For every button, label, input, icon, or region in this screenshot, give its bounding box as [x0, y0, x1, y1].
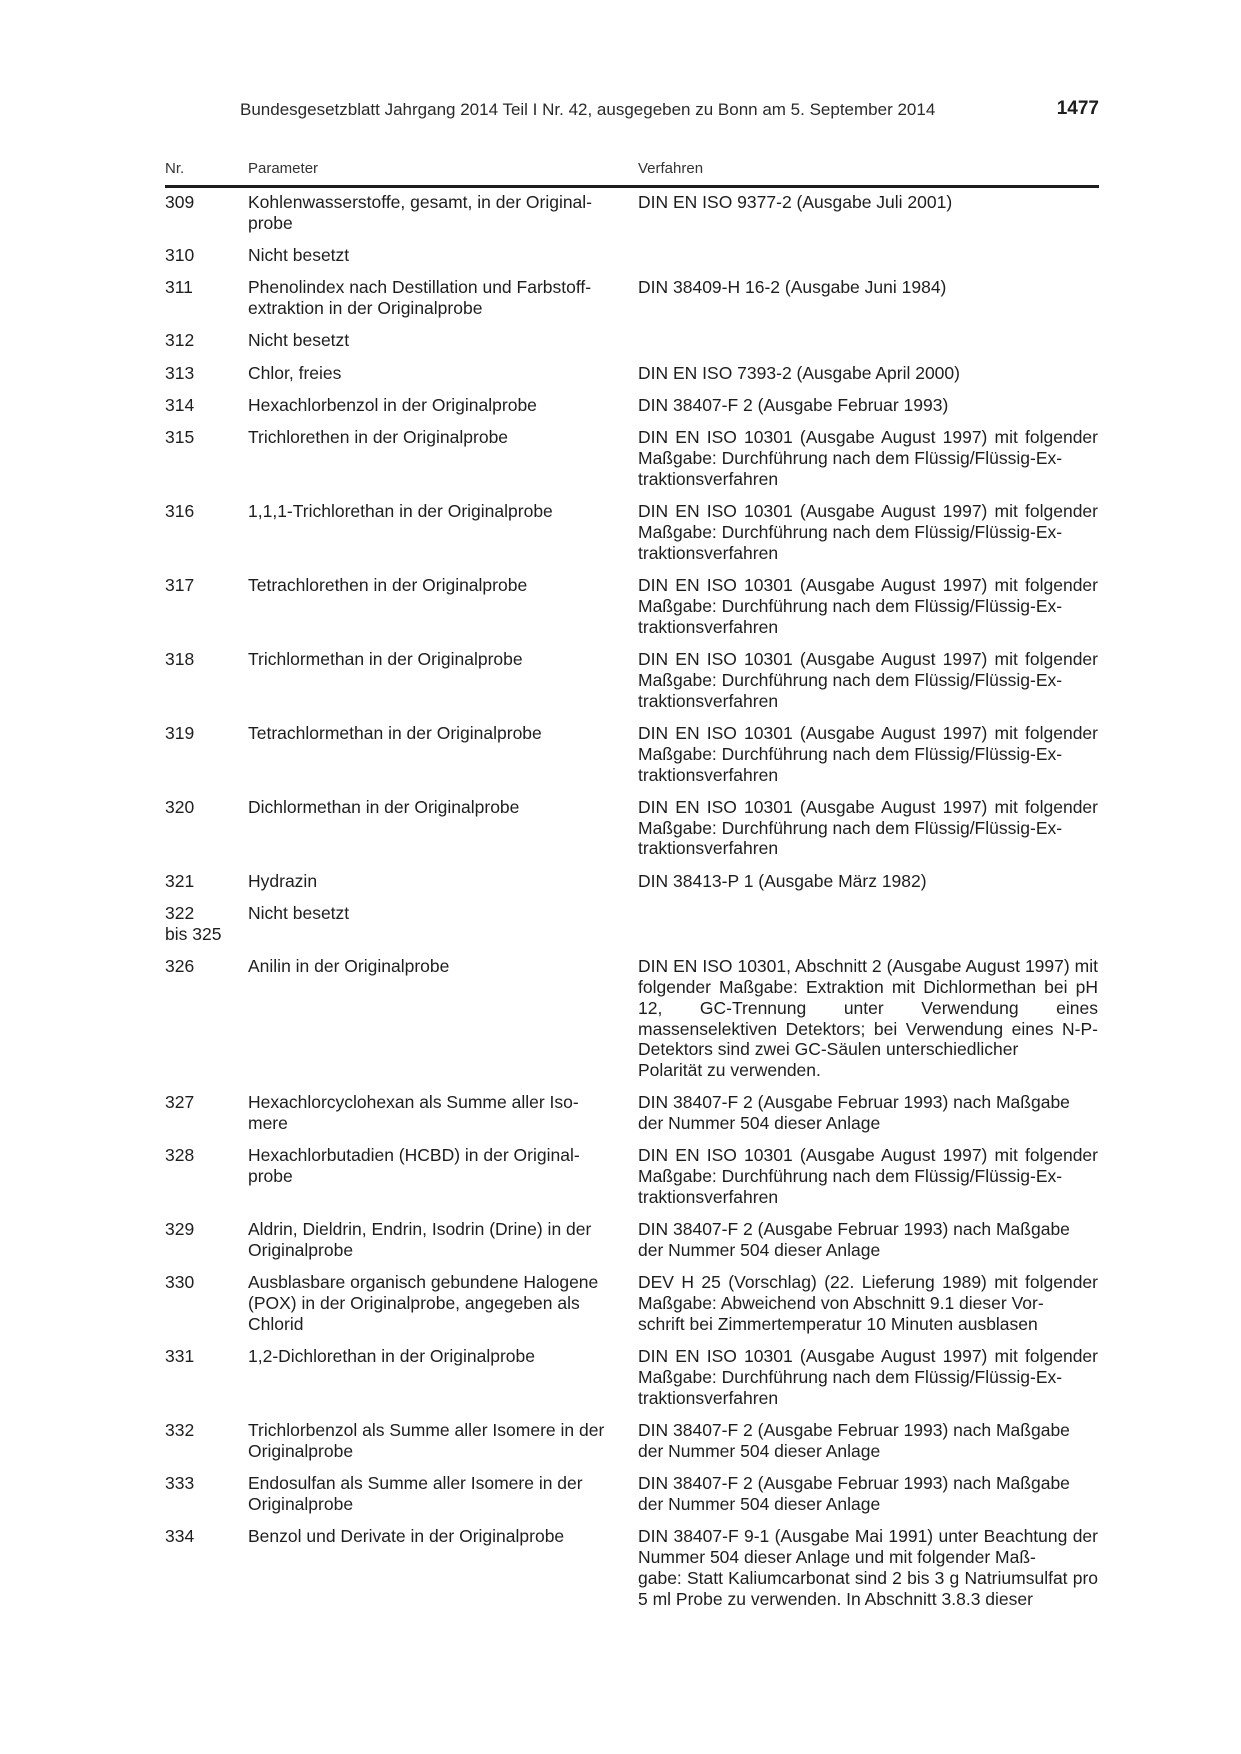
parameter-cell: Hexachlorbenzol in der Originalprobe: [248, 395, 537, 416]
row-number: 320: [165, 796, 195, 817]
table-row: [165, 1092, 1099, 1145]
table-row: [165, 903, 1099, 956]
parameter-cell: Dichlormethan in der Originalprobe: [248, 796, 520, 817]
parameter-cell: Tetrachlorethen in der Originalprobe: [248, 575, 528, 596]
method-cell: DIN EN ISO 10301 (Ausgabe August 1997) mit folgender Maßgabe: Durchführung nach dem Flüssig/Flüssig-Ex- traktionsverfahren: [638, 722, 1098, 785]
table-row: [165, 395, 1099, 427]
parameter-cell: Anilin in der Originalprobe: [248, 956, 450, 977]
parameter-cell: Endosulfan als Summe aller Isomere in der Originalprobe: [248, 1473, 583, 1515]
method-cell: DIN EN ISO 10301 (Ausgabe August 1997) mit folgender Maßgabe: Durchführung nach dem Flüssig/Flüssig-Ex- traktionsverfahren: [638, 649, 1098, 711]
table-row: [165, 1272, 1099, 1346]
parameter-cell: Phenolindex nach Destillation und Farbstoff- extraktion in der Originalprobe: [248, 277, 592, 319]
table-row: [165, 1219, 1099, 1272]
row-number: 327: [165, 1092, 195, 1113]
column-header-parameter: Parameter: [248, 160, 319, 177]
row-number: 330: [165, 1272, 195, 1293]
method-cell: DIN 38407-F 2 (Ausgabe Februar 1993) nach Maßgabe der Nummer 504 dieser Anlage: [638, 1219, 1070, 1261]
running-head: Bundesgesetzblatt Jahrgang 2014 Teil I Nr. 42, ausgegeben zu Bonn am 5. September 2014: [240, 100, 936, 119]
parameter-cell: Trichlorethen in der Originalprobe: [248, 427, 509, 448]
table-row: [165, 956, 1099, 1092]
table-row: [165, 330, 1099, 362]
table-row: [165, 1145, 1099, 1219]
row-number: 334: [165, 1526, 195, 1547]
method-cell: DIN EN ISO 10301, Abschnitt 2 (Ausgabe August 1997) mit folgender Maßgabe: Extraktion mit Dichlormethan bei pH 12, GC-Trennung unter Verwendung eines massenselektiven Detektors; bei Verwendung eines N-P-Detektors sind zwei GC-Säulen unterschiedlicher Polarität zu verwenden.: [638, 956, 1098, 1081]
table-row: [165, 797, 1099, 871]
method-cell: DIN 38407-F 2 (Ausgabe Februar 1993) nach Maßgabe der Nummer 504 dieser Anlage: [638, 1420, 1070, 1462]
parameter-cell: 1,1,1-Trichlorethan in der Originalprobe: [248, 501, 553, 522]
parameter-cell: Benzol und Derivate in der Originalprobe: [248, 1526, 565, 1547]
row-number: 333: [165, 1473, 195, 1494]
parameter-cell: Hexachlorcyclohexan als Summe aller Iso- mere: [248, 1092, 579, 1134]
parameter-cell: Trichlormethan in der Originalprobe: [248, 649, 523, 670]
row-number: 311: [165, 277, 193, 298]
table-row: [165, 501, 1099, 575]
table-row: [165, 1526, 1099, 1621]
row-number: 329: [165, 1219, 195, 1240]
table-row: [165, 245, 1099, 277]
table-row: [165, 1346, 1099, 1420]
parameter-cell: Hydrazin: [248, 870, 318, 891]
method-cell: DEV H 25 (Vorschlag) (22. Lieferung 1989) mit folgender Maßgabe: Abweichend von Abschnitt 9.1 dieser Vor- schrift bei Zimmertemperatur 10 Minuten ausblasen: [638, 1272, 1098, 1335]
row-number: 315: [165, 427, 195, 448]
row-number: 312: [165, 330, 195, 351]
method-cell: DIN EN ISO 9377-2 (Ausgabe Juli 2001): [638, 192, 953, 212]
parameter-cell: Tetrachlormethan in der Originalprobe: [248, 722, 542, 743]
table-row: [165, 363, 1099, 395]
table-row: [165, 871, 1099, 903]
table-row: [165, 1420, 1099, 1473]
row-number: 322 bis 325: [165, 903, 222, 944]
parameter-cell: Kohlenwasserstoffe, gesamt, in der Original- probe: [248, 192, 593, 233]
table-row: [165, 277, 1099, 330]
row-number: 314: [165, 395, 195, 416]
table-row: [165, 192, 1099, 245]
row-number: 319: [165, 722, 195, 743]
method-cell: DIN 38407-F 2 (Ausgabe Februar 1993): [638, 395, 949, 416]
parameter-cell: Hexachlorbutadien (HCBD) in der Original- probe: [248, 1145, 580, 1187]
parameter-cell: Chlor, freies: [248, 362, 342, 383]
parameter-cell: Nicht besetzt: [248, 245, 350, 266]
parameter-cell: Trichlorbenzol als Summe aller Isomere in der Originalprobe: [248, 1420, 605, 1462]
parameter-cell: Nicht besetzt: [248, 330, 350, 351]
header-rule: [165, 185, 1099, 188]
column-header-nr: Nr.: [165, 160, 185, 177]
method-cell: DIN EN ISO 10301 (Ausgabe August 1997) mit folgender Maßgabe: Durchführung nach dem Flüssig/Flüssig-Ex- traktionsverfahren: [638, 427, 1098, 489]
row-number: 328: [165, 1145, 195, 1166]
method-cell: DIN EN ISO 10301 (Ausgabe August 1997) mit folgender Maßgabe: Durchführung nach dem Flüssig/Flüssig-Ex- traktionsverfahren: [638, 796, 1098, 859]
row-number: 331: [165, 1346, 195, 1367]
method-cell: DIN 38409-H 16-2 (Ausgabe Juni 1984): [638, 277, 947, 298]
table-row: [165, 575, 1099, 649]
row-number: 321: [165, 870, 195, 891]
page-number: 1477: [1056, 98, 1099, 119]
table-row: [165, 723, 1099, 797]
method-cell: DIN EN ISO 10301 (Ausgabe August 1997) mit folgender Maßgabe: Durchführung nach dem Flüssig/Flüssig-Ex- traktionsverfahren: [638, 575, 1098, 637]
parameter-cell: Nicht besetzt: [248, 903, 350, 924]
method-cell: DIN EN ISO 7393-2 (Ausgabe April 2000): [638, 362, 960, 383]
parameter-cell: Ausblasbare organisch gebundene Halogene (POX) in der Originalprobe, angegeben als Chlorid: [248, 1272, 599, 1335]
table-body: [165, 192, 1099, 1621]
table-row: [165, 1473, 1099, 1526]
row-number: 313: [165, 362, 195, 383]
method-cell: DIN 38413-P 1 (Ausgabe März 1982): [638, 870, 927, 891]
column-header-verfahren: Verfahren: [638, 160, 704, 177]
method-cell: DIN EN ISO 10301 (Ausgabe August 1997) mit folgender Maßgabe: Durchführung nach dem Flüssig/Flüssig-Ex- traktionsverfahren: [638, 501, 1098, 563]
row-number: 310: [165, 245, 195, 266]
method-cell: DIN 38407-F 2 (Ausgabe Februar 1993) nach Maßgabe der Nummer 504 dieser Anlage: [638, 1473, 1070, 1515]
table-row: [165, 427, 1099, 501]
row-number: 318: [165, 649, 195, 670]
method-cell: DIN 38407-F 2 (Ausgabe Februar 1993) nach Maßgabe der Nummer 504 dieser Anlage: [638, 1092, 1070, 1134]
method-cell: DIN EN ISO 10301 (Ausgabe August 1997) mit folgender Maßgabe: Durchführung nach dem Flüssig/Flüssig-Ex- traktionsverfahren: [638, 1346, 1098, 1408]
method-cell: DIN EN ISO 10301 (Ausgabe August 1997) mit folgender Maßgabe: Durchführung nach dem Flüssig/Flüssig-Ex- traktionsverfahren: [638, 1145, 1098, 1208]
row-number: 316: [165, 501, 195, 522]
row-number: 332: [165, 1420, 195, 1441]
method-cell: DIN 38407-F 9-1 (Ausgabe Mai 1991) unter Beachtung der Nummer 504 dieser Anlage und mit folgender Maß- gabe: Statt Kaliumcarbonat sind 2 bis 3 g Natriumsulfat pro 5 ml Probe zu verwenden. In Abschnitt 3.8.3 dieser: [638, 1526, 1098, 1609]
table-row: [165, 649, 1099, 723]
row-number: 317: [165, 575, 195, 596]
parameter-cell: Aldrin, Dieldrin, Endrin, Isodrin (Drine) in der Originalprobe: [248, 1219, 592, 1261]
row-number: 309: [165, 192, 195, 212]
parameter-cell: 1,2-Dichlorethan in der Originalprobe: [248, 1346, 535, 1367]
row-number: 326: [165, 956, 195, 977]
